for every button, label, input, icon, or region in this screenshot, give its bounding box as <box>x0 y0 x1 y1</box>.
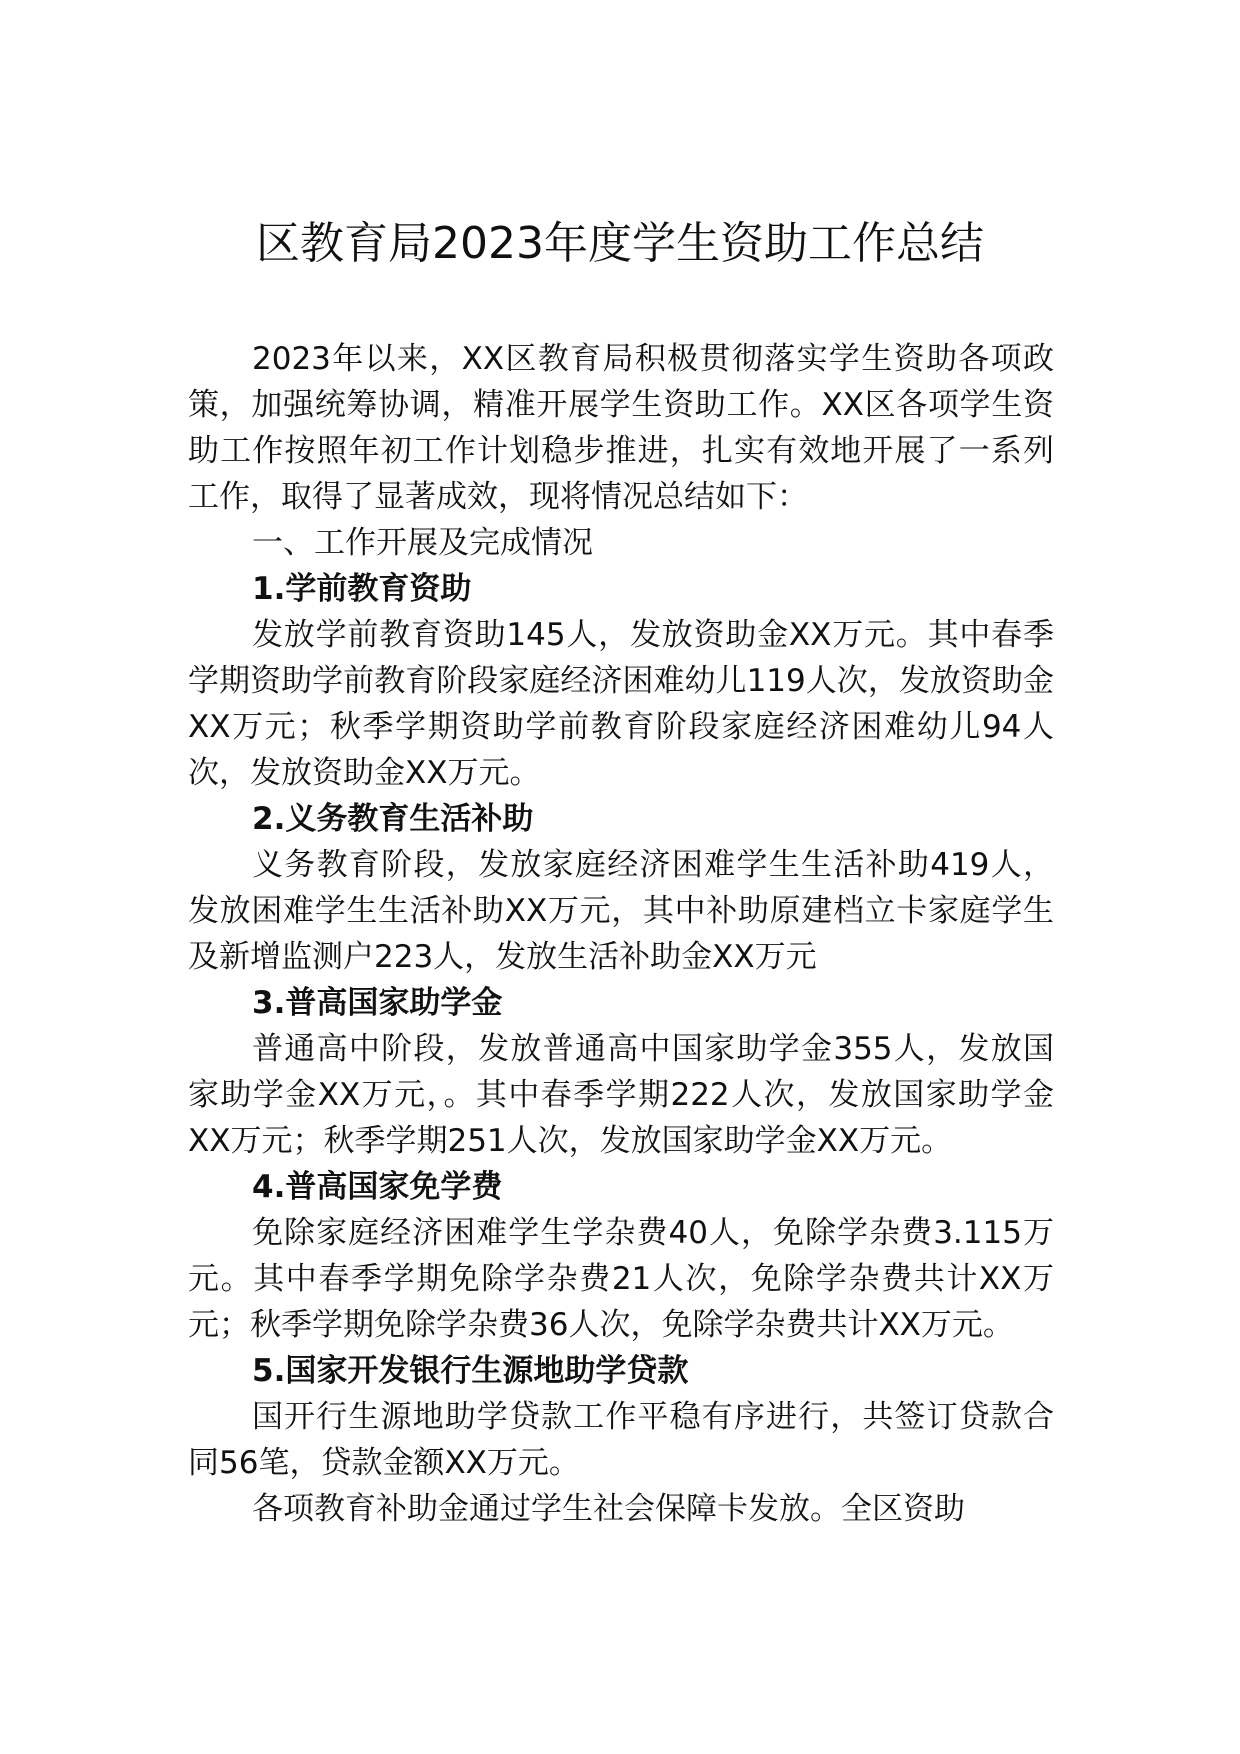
item-paragraph-3: 普通高中阶段，发放普通高中国家助学金355人，发放国家助学金XX万元，。其中春季学期222人次，发放国家助学金XX万元；秋季学期251人次，发放国家助学金XX万元。 <box>188 1031 1054 1159</box>
intro-paragraph: 2023年以来，XX区教育局积极贯彻落实学生资助各项政策，加强统筹协调，精准开展学生资助工作。XX区各项学生资助工作按照年初工作计划稳步推进，扎实有效地开展了一系列工作，取得了显著成效，现将情况总结如下： <box>188 341 1054 515</box>
document-title: 区教育局2023年度学生资助工作总结 <box>256 218 984 269</box>
item-heading-2: 2.义务教育生活补助 <box>252 801 534 837</box>
item-paragraph-1: 发放学前教育资助145人，发放资助金XX万元。其中春季学期资助学前教育阶段家庭经济困难幼儿119人次，发放资助金XX万元；秋季学期资助学前教育阶段家庭经济困难幼儿94人次，发放资助金XX万元。 <box>188 617 1054 791</box>
item-paragraph-2: 义务教育阶段，发放家庭经济困难学生生活补助419人，发放困难学生生活补助XX万元，其中补助原建档立卡家庭学生及新增监测户223人，发放生活补助金XX万元 <box>188 847 1054 975</box>
item-paragraph-5: 国开行生源地助学贷款工作平稳有序进行，共签订贷款合同56笔，贷款金额XX万元。 <box>188 1399 1054 1481</box>
item-heading-1: 1.学前教育资助 <box>252 571 472 607</box>
item-paragraph-4: 免除家庭经济困难学生学杂费40人，免除学杂费3.115万元。其中春季学期免除学杂费21人次，免除学杂费共计XX万元；秋季学期免除学杂费36人次，免除学杂费共计XX万元。 <box>188 1215 1054 1343</box>
item-heading-5: 5.国家开发银行生源地助学贷款 <box>252 1353 689 1389</box>
item-heading-4: 4.普高国家免学费 <box>252 1169 503 1205</box>
section-heading-1: 一、工作开展及完成情况 <box>252 525 593 561</box>
document-body <box>188 336 1054 1532</box>
item-heading-3: 3.普高国家助学金 <box>252 985 503 1021</box>
closing-paragraph: 各项教育补助金通过学生社会保障卡发放。全区资助 <box>252 1491 965 1527</box>
